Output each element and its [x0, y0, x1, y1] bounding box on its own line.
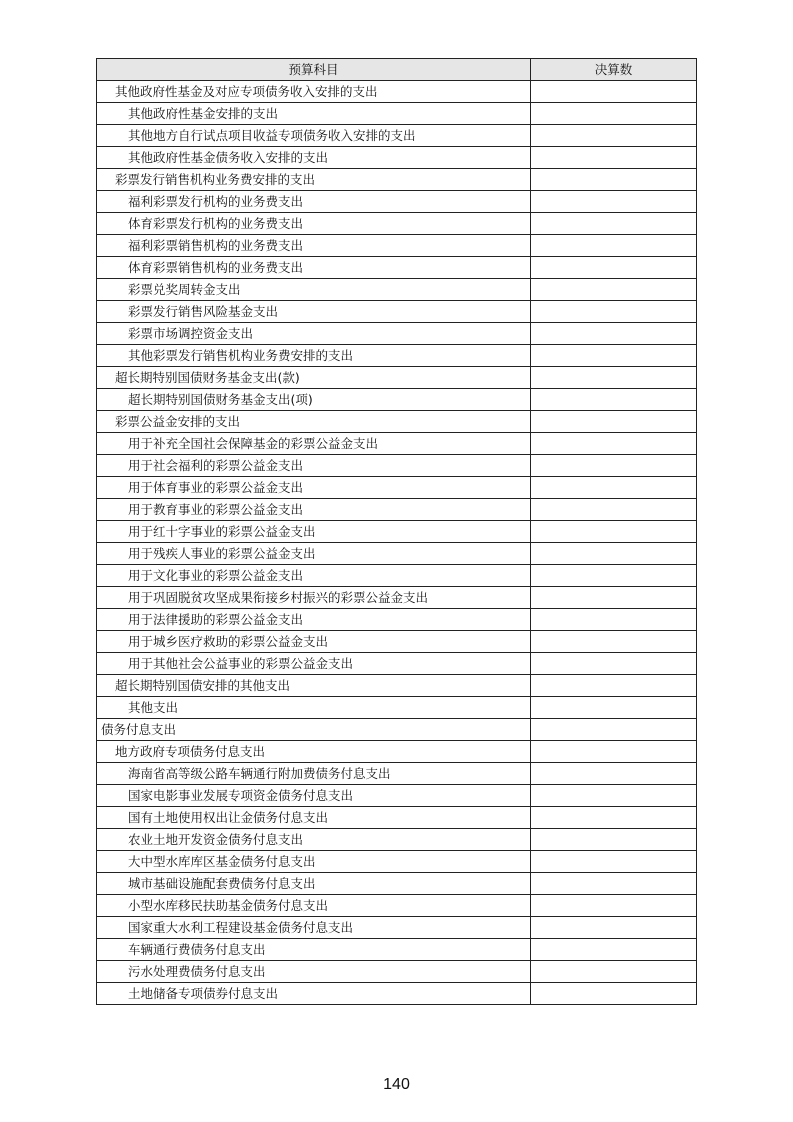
table-row	[97, 719, 697, 741]
budget-item-label: 小型水库移民扶助基金债务付息支出	[97, 895, 531, 917]
final-amount-cell	[531, 587, 697, 609]
table-row	[97, 213, 697, 235]
header-row	[97, 59, 697, 81]
budget-item-label: 污水处理费债务付息支出	[97, 961, 531, 983]
table-row	[97, 499, 697, 521]
table-row	[97, 191, 697, 213]
final-amount-cell	[531, 543, 697, 565]
table-row	[97, 939, 697, 961]
final-amount-cell	[531, 719, 697, 741]
table-row	[97, 741, 697, 763]
table-row	[97, 345, 697, 367]
budget-item-label: 国家电影事业发展专项资金债务付息支出	[97, 785, 531, 807]
table-row	[97, 521, 697, 543]
table-row	[97, 631, 697, 653]
budget-item-label: 海南省高等级公路车辆通行附加费债务付息支出	[97, 763, 531, 785]
budget-item-label: 其他彩票发行销售机构业务费安排的支出	[97, 345, 531, 367]
final-amount-cell	[531, 411, 697, 433]
budget-item-label: 用于法律援助的彩票公益金支出	[97, 609, 531, 631]
budget-item-label: 用于红十字事业的彩票公益金支出	[97, 521, 531, 543]
final-amount-cell	[531, 477, 697, 499]
budget-item-label: 国家重大水利工程建设基金债务付息支出	[97, 917, 531, 939]
budget-item-label: 债务付息支出	[97, 719, 531, 741]
final-amount-cell	[531, 851, 697, 873]
final-amount-cell	[531, 609, 697, 631]
final-amount-cell	[531, 301, 697, 323]
budget-item-label: 地方政府专项债务付息支出	[97, 741, 531, 763]
final-amount-cell	[531, 939, 697, 961]
table-row	[97, 323, 697, 345]
budget-item-label: 彩票公益金安排的支出	[97, 411, 531, 433]
final-amount-cell	[531, 785, 697, 807]
final-amount-cell	[531, 873, 697, 895]
final-amount-cell	[531, 895, 697, 917]
final-amount-cell	[531, 763, 697, 785]
table-row	[97, 411, 697, 433]
table-row	[97, 367, 697, 389]
final-amount-cell	[531, 389, 697, 411]
table-row	[97, 675, 697, 697]
budget-item-label: 用于社会福利的彩票公益金支出	[97, 455, 531, 477]
table-row	[97, 829, 697, 851]
final-amount-cell	[531, 279, 697, 301]
final-amount-cell	[531, 829, 697, 851]
table-body	[97, 81, 697, 1005]
table-row	[97, 807, 697, 829]
final-amount-cell	[531, 191, 697, 213]
table-row	[97, 697, 697, 719]
budget-item-label: 农业土地开发资金债务付息支出	[97, 829, 531, 851]
budget-item-label: 用于残疾人事业的彩票公益金支出	[97, 543, 531, 565]
table-row	[97, 785, 697, 807]
header-final-amount: 决算数	[531, 59, 697, 81]
table-row	[97, 587, 697, 609]
table-row	[97, 389, 697, 411]
table-row	[97, 543, 697, 565]
final-amount-cell	[531, 213, 697, 235]
budget-item-label: 超长期特别国债安排的其他支出	[97, 675, 531, 697]
table-row	[97, 103, 697, 125]
page-number: 140	[383, 1076, 410, 1093]
budget-item-label: 用于其他社会公益事业的彩票公益金支出	[97, 653, 531, 675]
final-amount-cell	[531, 345, 697, 367]
budget-item-label: 彩票市场调控资金支出	[97, 323, 531, 345]
final-amount-cell	[531, 499, 697, 521]
budget-item-label: 福利彩票发行机构的业务费支出	[97, 191, 531, 213]
final-amount-cell	[531, 697, 697, 719]
table-row	[97, 125, 697, 147]
final-amount-cell	[531, 653, 697, 675]
budget-item-label: 用于补充全国社会保障基金的彩票公益金支出	[97, 433, 531, 455]
final-amount-cell	[531, 631, 697, 653]
final-amount-cell	[531, 433, 697, 455]
budget-item-label: 超长期特别国债财务基金支出(款)	[97, 367, 531, 389]
table-row	[97, 873, 697, 895]
budget-item-label: 体育彩票销售机构的业务费支出	[97, 257, 531, 279]
budget-item-label: 彩票兑奖周转金支出	[97, 279, 531, 301]
final-amount-cell	[531, 235, 697, 257]
table-row	[97, 81, 697, 103]
budget-item-label: 其他地方自行试点项目收益专项债务收入安排的支出	[97, 125, 531, 147]
budget-item-label: 土地储备专项债券付息支出	[97, 983, 531, 1005]
final-amount-cell	[531, 103, 697, 125]
table-row	[97, 433, 697, 455]
final-amount-cell	[531, 367, 697, 389]
table-row	[97, 235, 697, 257]
budget-item-label: 其他支出	[97, 697, 531, 719]
final-amount-cell	[531, 983, 697, 1005]
table-row	[97, 917, 697, 939]
table-row	[97, 147, 697, 169]
table-row	[97, 961, 697, 983]
final-amount-cell	[531, 455, 697, 477]
budget-table	[96, 58, 697, 1005]
table-row	[97, 609, 697, 631]
budget-item-label: 用于体育事业的彩票公益金支出	[97, 477, 531, 499]
budget-item-label: 国有土地使用权出让金债务付息支出	[97, 807, 531, 829]
table-row	[97, 301, 697, 323]
budget-item-label: 用于文化事业的彩票公益金支出	[97, 565, 531, 587]
table-row	[97, 983, 697, 1005]
final-amount-cell	[531, 323, 697, 345]
budget-item-label: 彩票发行销售风险基金支出	[97, 301, 531, 323]
final-amount-cell	[531, 675, 697, 697]
budget-item-label: 大中型水库库区基金债务付息支出	[97, 851, 531, 873]
table-row	[97, 565, 697, 587]
final-amount-cell	[531, 257, 697, 279]
table-row	[97, 477, 697, 499]
final-amount-cell	[531, 741, 697, 763]
table-row	[97, 653, 697, 675]
budget-item-label: 用于巩固脱贫攻坚成果衔接乡村振兴的彩票公益金支出	[97, 587, 531, 609]
final-amount-cell	[531, 125, 697, 147]
budget-item-label: 彩票发行销售机构业务费安排的支出	[97, 169, 531, 191]
final-amount-cell	[531, 147, 697, 169]
final-amount-cell	[531, 521, 697, 543]
table-row	[97, 279, 697, 301]
budget-item-label: 福利彩票销售机构的业务费支出	[97, 235, 531, 257]
budget-item-label: 用于教育事业的彩票公益金支出	[97, 499, 531, 521]
table-row	[97, 851, 697, 873]
budget-item-label: 体育彩票发行机构的业务费支出	[97, 213, 531, 235]
budget-item-label: 用于城乡医疗救助的彩票公益金支出	[97, 631, 531, 653]
table-row	[97, 257, 697, 279]
budget-item-label: 其他政府性基金安排的支出	[97, 103, 531, 125]
table-row	[97, 763, 697, 785]
final-amount-cell	[531, 81, 697, 103]
table-row	[97, 169, 697, 191]
budget-item-label: 城市基础设施配套费债务付息支出	[97, 873, 531, 895]
final-amount-cell	[531, 565, 697, 587]
budget-item-label: 车辆通行费债务付息支出	[97, 939, 531, 961]
table-row	[97, 895, 697, 917]
budget-item-label: 超长期特别国债财务基金支出(项)	[97, 389, 531, 411]
header-budget-item: 预算科目	[97, 59, 531, 81]
budget-item-label: 其他政府性基金债务收入安排的支出	[97, 147, 531, 169]
final-amount-cell	[531, 961, 697, 983]
table-row	[97, 455, 697, 477]
final-amount-cell	[531, 807, 697, 829]
final-amount-cell	[531, 169, 697, 191]
budget-item-label: 其他政府性基金及对应专项债务收入安排的支出	[97, 81, 531, 103]
final-amount-cell	[531, 917, 697, 939]
